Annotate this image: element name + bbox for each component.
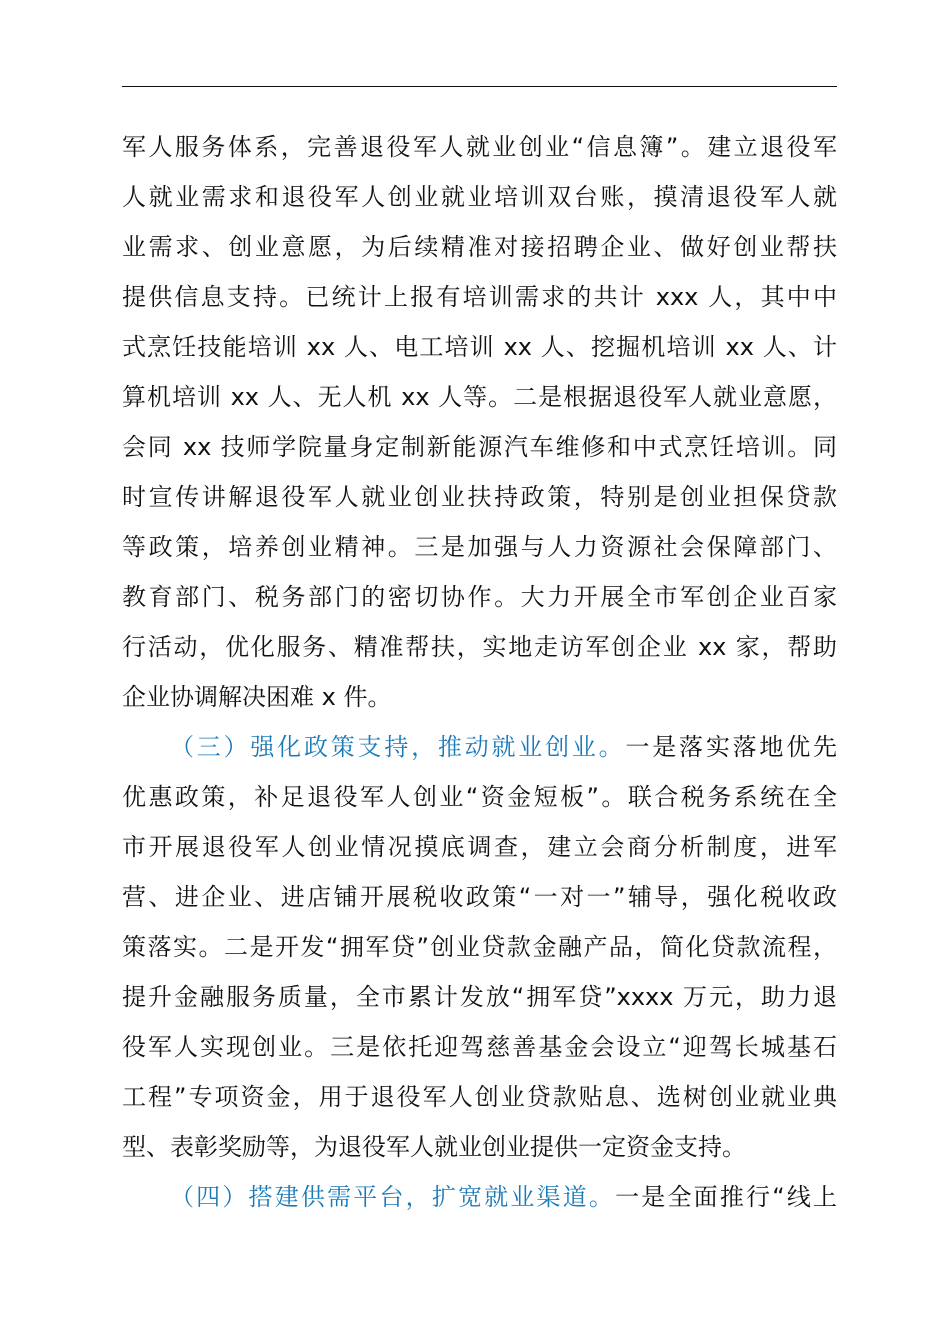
text-line: 提供信息支持。已统计上报有培训需求的共计 xxx 人，其中中 [122,283,837,311]
section-four-first-line [122,1172,837,1222]
paragraph-section-four [122,1172,837,1222]
document-body [122,122,837,1222]
text-run: 一是全面推行“线上 [615,1183,837,1211]
text-line: 式烹饪技能培训 xx 人、电工培训 xx 人、挖掘机培训 xx 人、计 [122,333,837,361]
text-line: 会同 xx 技师学院量身定制新能源汽车维修和中式烹饪培训。同 [122,433,837,461]
section-heading: （三）强化政策支持，推动就业创业。 [170,733,626,761]
text-line: 等政策，培养创业精神。三是加强与人力资源社会保障部门、 [122,533,837,561]
text-line: 算机培训 xx 人、无人机 xx 人等。二是根据退役军人就业意愿， [122,383,837,411]
text-line: 策落实。二是开发“拥军贷”创业贷款金融产品，简化贷款流程， [122,933,837,961]
paragraph-section-three [122,722,837,1172]
text-line: 营、进企业、进店铺开展税收政策“一对一”辅导，强化税收政 [122,883,837,911]
header-rule [122,86,837,87]
text-line: 市开展退役军人创业情况摸底调查，建立会商分析制度，进军 [122,833,837,861]
text-line: 人就业需求和退役军人创业就业培训双台账，摸清退役军人就 [122,183,837,211]
section-three-first-line [122,722,837,772]
paragraph-continuation [122,122,837,722]
text-run: 一是落实落地优先 [625,733,837,761]
text-line: 教育部门、税务部门的密切协作。大力开展全市军创企业百家 [122,583,837,611]
text-line: 型、表彰奖励等，为退役军人就业创业提供一定资金支持。 [122,1133,746,1161]
text-line: 行活动，优化服务、精准帮扶，实地走访军创企业 xx 家，帮助 [122,633,837,661]
text-line: 役军人实现创业。三是依托迎驾慈善基金会设立“迎驾长城基石 [122,1033,837,1061]
text-line: 提升金融服务质量，全市累计发放“拥军贷”xxxx 万元，助力退 [122,983,837,1011]
text-line: 优惠政策，补足退役军人创业“资金短板”。联合税务系统在全 [122,783,837,811]
text-line: 企业协调解决困难 x 件。 [122,683,392,711]
text-line: 工程”专项资金，用于退役军人创业贷款贴息、选树创业就业典 [122,1083,837,1111]
text-line: 军人服务体系，完善退役军人就业创业“信息簿”。建立退役军 [122,133,837,161]
text-line: 业需求、创业意愿，为后续精准对接招聘企业、做好创业帮扶 [122,233,837,261]
text-line: 时宣传讲解退役军人就业创业扶持政策，特别是创业担保贷款 [122,483,837,511]
section-heading: （四）搭建供需平台，扩宽就业渠道。 [170,1183,616,1211]
